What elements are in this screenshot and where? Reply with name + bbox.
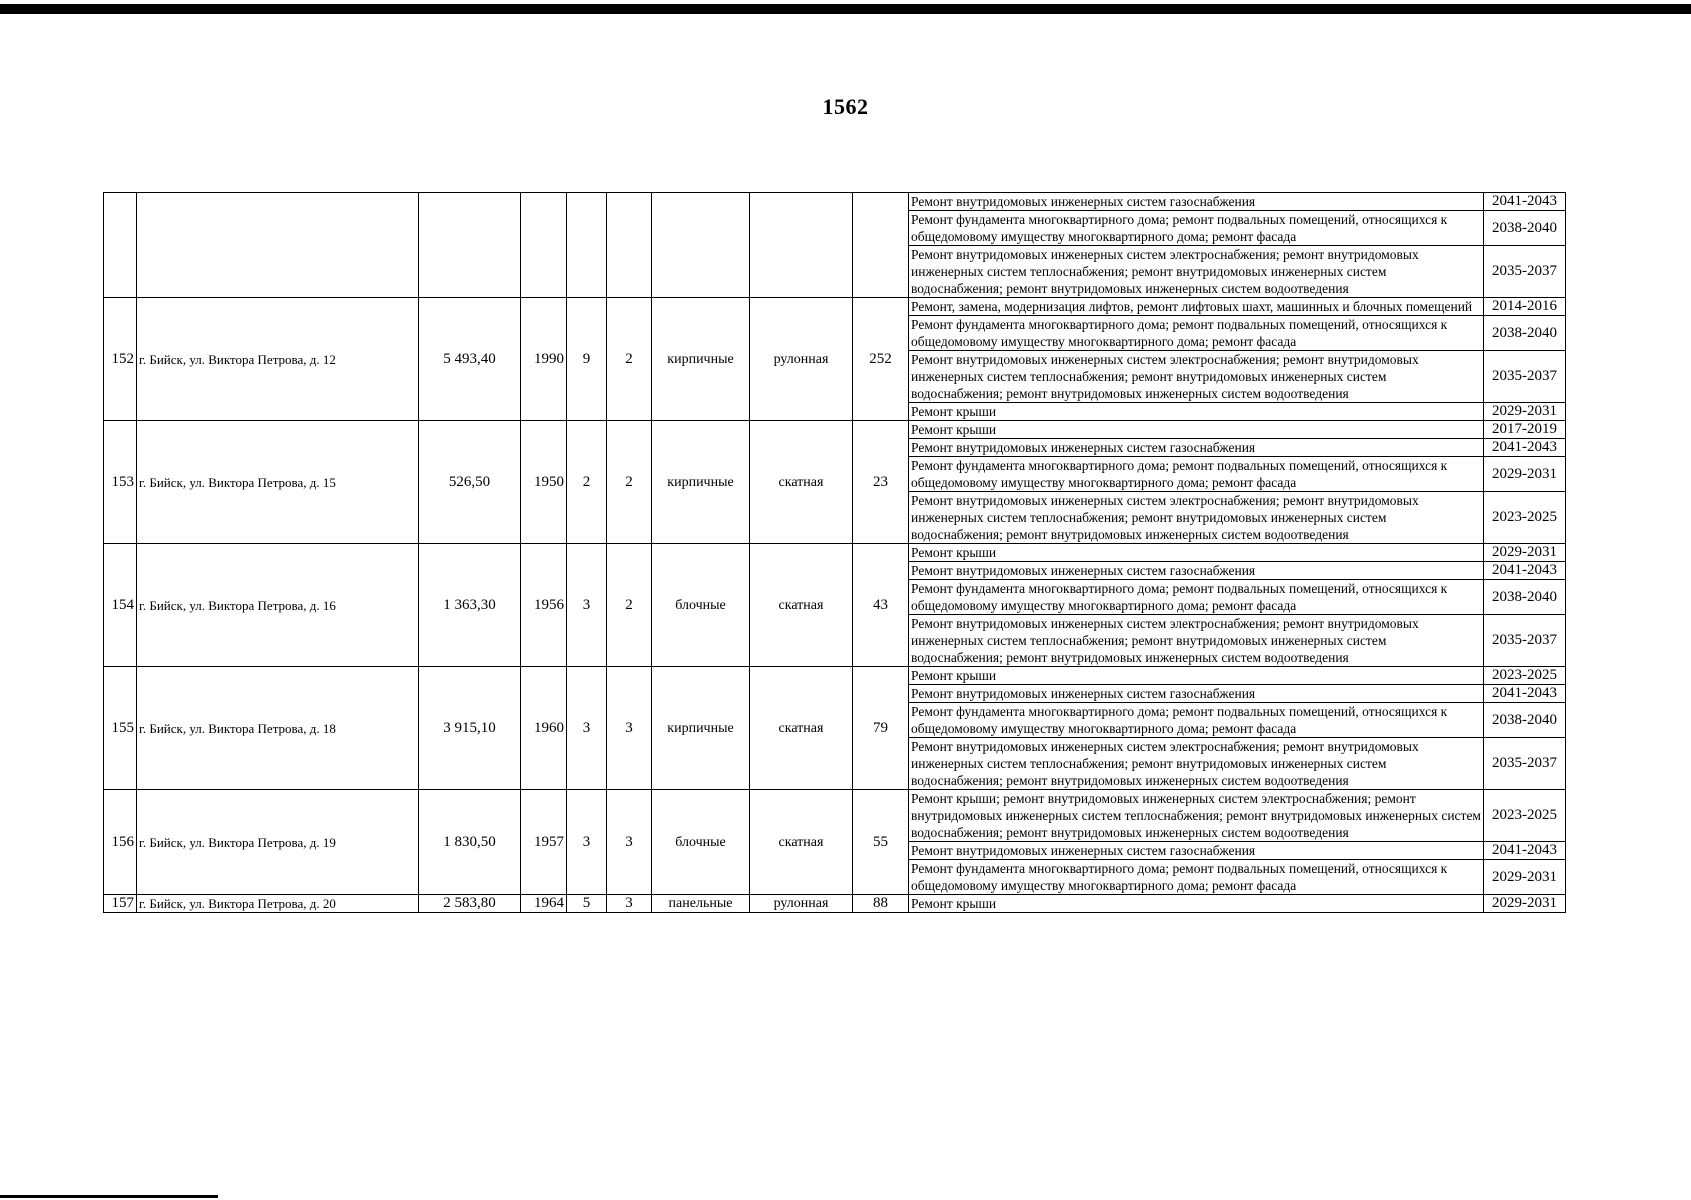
entrances-count: 2 <box>607 421 652 544</box>
work-type: Ремонт фундамента многоквартирного дома; ремонт подвальных помещений, относящихся к общедомовому имуществу многоквартирного дома; ремонт фасада <box>909 316 1484 351</box>
work-period: 2041-2043 <box>1484 439 1566 457</box>
wall-material: кирпичные <box>652 421 750 544</box>
scan-bottom-mark <box>0 1195 218 1198</box>
work-type: Ремонт внутридомовых инженерных систем газоснабжения <box>909 439 1484 457</box>
floors-count: 2 <box>567 421 607 544</box>
total-area: 1 830,50 <box>419 790 521 895</box>
row-number: 152 <box>104 298 137 421</box>
residents-count: 43 <box>853 544 909 667</box>
row-number <box>104 193 137 298</box>
table-row <box>104 895 1566 913</box>
work-period: 2023-2025 <box>1484 492 1566 544</box>
work-type: Ремонт крыши <box>909 544 1484 562</box>
table-row <box>104 790 1566 842</box>
table-row <box>104 667 1566 685</box>
work-period: 2017-2019 <box>1484 421 1566 439</box>
table-row <box>104 421 1566 439</box>
entrances-count: 2 <box>607 298 652 421</box>
entrances-count <box>607 193 652 298</box>
work-period: 2038-2040 <box>1484 580 1566 615</box>
work-period: 2023-2025 <box>1484 790 1566 842</box>
work-type: Ремонт внутридомовых инженерных систем газоснабжения <box>909 562 1484 580</box>
work-type: Ремонт, замена, модернизация лифтов, ремонт лифтовых шахт, машинных и блочных помещений <box>909 298 1484 316</box>
work-period: 2029-2031 <box>1484 403 1566 421</box>
total-area: 5 493,40 <box>419 298 521 421</box>
roof-type <box>750 193 853 298</box>
work-type: Ремонт фундамента многоквартирного дома; ремонт подвальных помещений, относящихся к общедомовому имуществу многоквартирного дома; ремонт фасада <box>909 457 1484 492</box>
work-period: 2041-2043 <box>1484 685 1566 703</box>
table-row <box>104 298 1566 316</box>
work-period: 2038-2040 <box>1484 211 1566 246</box>
work-period: 2029-2031 <box>1484 860 1566 895</box>
work-type: Ремонт внутридомовых инженерных систем электроснабжения; ремонт внутридомовых инженерных систем теплоснабжения; ремонт внутридомовых инженерных систем водоснабжения; ремонт внутридомовых инженерных систем водоотведения <box>909 738 1484 790</box>
residents-count: 79 <box>853 667 909 790</box>
work-type: Ремонт внутридомовых инженерных систем газоснабжения <box>909 842 1484 860</box>
building-address: г. Бийск, ул. Виктора Петрова, д. 18 <box>137 667 419 790</box>
work-period: 2041-2043 <box>1484 193 1566 211</box>
floors-count: 9 <box>567 298 607 421</box>
row-number: 155 <box>104 667 137 790</box>
residents-count: 55 <box>853 790 909 895</box>
building-address: г. Бийск, ул. Виктора Петрова, д. 12 <box>137 298 419 421</box>
construction-year: 1957 <box>521 790 567 895</box>
work-period: 2038-2040 <box>1484 703 1566 738</box>
construction-year: 1990 <box>521 298 567 421</box>
total-area: 2 583,80 <box>419 895 521 913</box>
entrances-count: 3 <box>607 790 652 895</box>
wall-material: кирпичные <box>652 667 750 790</box>
total-area: 526,50 <box>419 421 521 544</box>
work-period: 2041-2043 <box>1484 562 1566 580</box>
row-number: 156 <box>104 790 137 895</box>
repair-program-table <box>103 192 1566 913</box>
construction-year: 1960 <box>521 667 567 790</box>
construction-year: 1964 <box>521 895 567 913</box>
total-area: 3 915,10 <box>419 667 521 790</box>
work-period: 2014-2016 <box>1484 298 1566 316</box>
work-type: Ремонт фундамента многоквартирного дома; ремонт подвальных помещений, относящихся к общедомовому имуществу многоквартирного дома; ремонт фасада <box>909 580 1484 615</box>
work-type: Ремонт внутридомовых инженерных систем электроснабжения; ремонт внутридомовых инженерных систем теплоснабжения; ремонт внутридомовых инженерных систем водоснабжения; ремонт внутридомовых инженерных систем водоотведения <box>909 492 1484 544</box>
construction-year: 1950 <box>521 421 567 544</box>
floors-count: 3 <box>567 667 607 790</box>
work-type: Ремонт крыши <box>909 403 1484 421</box>
row-number: 154 <box>104 544 137 667</box>
scan-top-border <box>0 4 1691 14</box>
residents-count: 252 <box>853 298 909 421</box>
work-period: 2023-2025 <box>1484 667 1566 685</box>
work-type: Ремонт фундамента многоквартирного дома; ремонт подвальных помещений, относящихся к общедомовому имуществу многоквартирного дома; ремонт фасада <box>909 211 1484 246</box>
row-number: 153 <box>104 421 137 544</box>
work-type: Ремонт крыши; ремонт внутридомовых инженерных систем электроснабжения; ремонт внутридомовых инженерных систем теплоснабжения; ремонт внутридомовых инженерных систем водоснабжения; ремонт внутридомовых инженерных систем водоотведения <box>909 790 1484 842</box>
work-period: 2035-2037 <box>1484 351 1566 403</box>
work-type: Ремонт внутридомовых инженерных систем газоснабжения <box>909 193 1484 211</box>
wall-material: кирпичные <box>652 298 750 421</box>
building-address <box>137 193 419 298</box>
floors-count: 3 <box>567 790 607 895</box>
wall-material <box>652 193 750 298</box>
building-address: г. Бийск, ул. Виктора Петрова, д. 16 <box>137 544 419 667</box>
residents-count: 23 <box>853 421 909 544</box>
building-address: г. Бийск, ул. Виктора Петрова, д. 20 <box>137 895 419 913</box>
work-type: Ремонт фундамента многоквартирного дома; ремонт подвальных помещений, относящихся к общедомовому имуществу многоквартирного дома; ремонт фасада <box>909 860 1484 895</box>
work-period: 2035-2037 <box>1484 738 1566 790</box>
total-area: 1 363,30 <box>419 544 521 667</box>
roof-type: рулонная <box>750 298 853 421</box>
floors-count: 3 <box>567 544 607 667</box>
work-type: Ремонт внутридомовых инженерных систем электроснабжения; ремонт внутридомовых инженерных систем теплоснабжения; ремонт внутридомовых инженерных систем водоснабжения; ремонт внутридомовых инженерных систем водоотведения <box>909 246 1484 298</box>
construction-year <box>521 193 567 298</box>
work-type: Ремонт крыши <box>909 895 1484 913</box>
table-row <box>104 193 1566 211</box>
roof-type: рулонная <box>750 895 853 913</box>
roof-type: скатная <box>750 667 853 790</box>
work-type: Ремонт внутридомовых инженерных систем газоснабжения <box>909 685 1484 703</box>
work-period: 2038-2040 <box>1484 316 1566 351</box>
roof-type: скатная <box>750 790 853 895</box>
wall-material: блочные <box>652 790 750 895</box>
work-type: Ремонт внутридомовых инженерных систем электроснабжения; ремонт внутридомовых инженерных систем теплоснабжения; ремонт внутридомовых инженерных систем водоснабжения; ремонт внутридомовых инженерных систем водоотведения <box>909 615 1484 667</box>
table-row <box>104 544 1566 562</box>
construction-year: 1956 <box>521 544 567 667</box>
entrances-count: 2 <box>607 544 652 667</box>
roof-type: скатная <box>750 544 853 667</box>
floors-count: 5 <box>567 895 607 913</box>
work-period: 2029-2031 <box>1484 544 1566 562</box>
table-body <box>104 193 1566 913</box>
building-address: г. Бийск, ул. Виктора Петрова, д. 19 <box>137 790 419 895</box>
floors-count <box>567 193 607 298</box>
total-area <box>419 193 521 298</box>
work-type: Ремонт внутридомовых инженерных систем электроснабжения; ремонт внутридомовых инженерных систем теплоснабжения; ремонт внутридомовых инженерных систем водоснабжения; ремонт внутридомовых инженерных систем водоотведения <box>909 351 1484 403</box>
work-type: Ремонт крыши <box>909 421 1484 439</box>
row-number: 157 <box>104 895 137 913</box>
roof-type: скатная <box>750 421 853 544</box>
wall-material: панельные <box>652 895 750 913</box>
entrances-count: 3 <box>607 667 652 790</box>
work-period: 2035-2037 <box>1484 615 1566 667</box>
residents-count <box>853 193 909 298</box>
wall-material: блочные <box>652 544 750 667</box>
entrances-count: 3 <box>607 895 652 913</box>
work-type: Ремонт фундамента многоквартирного дома; ремонт подвальных помещений, относящихся к общедомовому имуществу многоквартирного дома; ремонт фасада <box>909 703 1484 738</box>
work-period: 2035-2037 <box>1484 246 1566 298</box>
building-address: г. Бийск, ул. Виктора Петрова, д. 15 <box>137 421 419 544</box>
page-number: 1562 <box>822 94 869 119</box>
work-period: 2029-2031 <box>1484 895 1566 913</box>
work-period: 2041-2043 <box>1484 842 1566 860</box>
work-period: 2029-2031 <box>1484 457 1566 492</box>
residents-count: 88 <box>853 895 909 913</box>
work-type: Ремонт крыши <box>909 667 1484 685</box>
